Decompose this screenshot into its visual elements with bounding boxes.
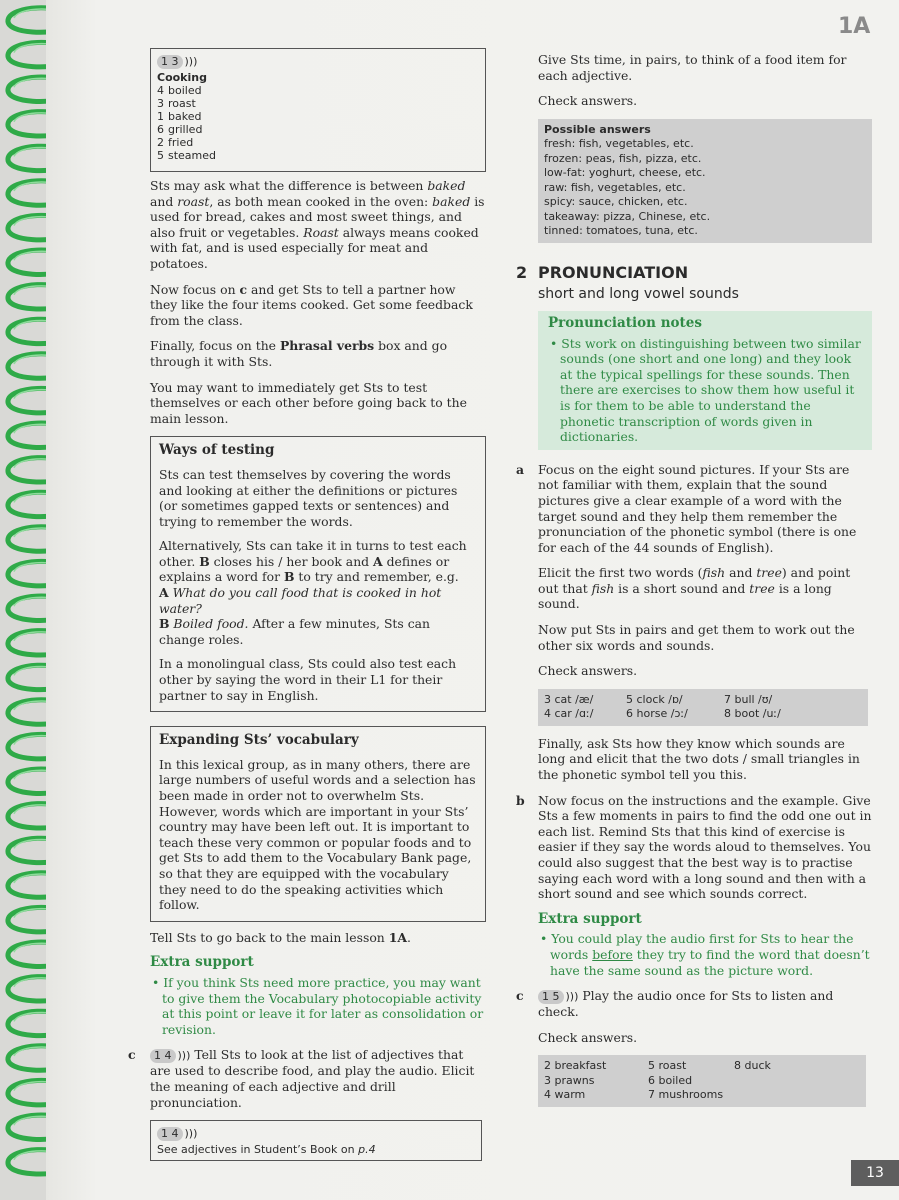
paragraph: Now put Sts in pairs and get them to work out the other six words and sounds. <box>538 622 855 653</box>
exercise-a: a Focus on the eight sound pictures. If your Sts are not familiar with them, explain that the sound pictures give a clear example of a word with the target sound and they help them remember the pronunciation of the phonetic symbol (there is one for each of the 44 sounds of English). <box>516 461 857 555</box>
answer-cell: 5 roast <box>648 1059 687 1073</box>
notes-text: • Sts work on distinguishing between two similar sounds (one short and one long) and they look at the typical spellings for these sounds. Then there are exercises to show them how useful it is for them to be able to understand the phonetic transcription of words given in dictionaries. <box>550 335 861 445</box>
answer-line: tinned: tomatoes, tuna, etc. <box>544 224 698 238</box>
audio-track-badge[interactable]: 1 4 <box>157 1127 183 1141</box>
paragraph: Check answers. <box>538 93 638 109</box>
box-paragraph: In a monolingual class, Sts could also test each other by saying the word in their L1 for their partner to say in English. <box>159 656 457 703</box>
answer-cell: 7 bull /ʊ/ <box>724 692 773 706</box>
answer-cell: 8 duck <box>734 1059 771 1073</box>
box-paragraph: Alternatively, Sts can take it in turns to test each other. B closes his / her book and A defines or explains a word for B to try and remember, e.g. A What do you call food that is cooked in hot water? B Boiled food. After a few minutes, Sts can change roles. <box>159 538 467 647</box>
exercise-c: c 1 5 ))) Play the audio once for Sts to listen and check. <box>516 988 834 1020</box>
answer-cell: 4 car /ɑː/ <box>544 707 594 721</box>
box-title: Expanding Sts’ vocabulary <box>159 732 359 749</box>
answer-cell: 3 prawns <box>544 1073 595 1087</box>
cooking-list-item: 5 steamed <box>157 149 217 162</box>
right-column <box>516 52 872 1107</box>
audio-box-heading: Cooking <box>157 71 207 84</box>
exercise-c: c 1 4 ))) Tell Sts to look at the list of adjectives that are used to describe food, and play the audio. Elicit the meaning of each adjective and drill pronunciation. <box>128 1047 475 1110</box>
answer-cell <box>734 1074 834 1089</box>
answer-cell: 6 horse /ɔː/ <box>626 707 688 721</box>
cooking-audio-box <box>150 48 486 172</box>
audio-track-badge[interactable]: 1 5 <box>538 990 564 1004</box>
answers-box-sounds <box>538 689 868 726</box>
extra-support-text: • You could play the audio first for Sts to hear the words before they try to find the word that doesn’t have the same sound as the picture word. <box>540 931 870 978</box>
audio-track-badge[interactable]: 1 4 <box>150 1049 176 1063</box>
adjectives-audio-box: 1 4 ))) See adjectives in Student’s Book on p.4 <box>150 1120 482 1161</box>
section-subtitle: short and long vowel sounds <box>538 286 739 303</box>
answers-box-odd-one-out <box>538 1055 866 1107</box>
answer-cell <box>734 1088 834 1103</box>
answer-cell: 6 boiled <box>648 1073 693 1087</box>
answer-cell: 2 breakfast <box>544 1059 607 1073</box>
audio-icon: ))) <box>184 55 198 68</box>
box-title: Pronunciation notes <box>548 314 702 331</box>
answer-cell: 4 warm <box>544 1088 586 1102</box>
answer-cell: 5 clock /ɒ/ <box>626 692 683 706</box>
box-paragraph: Sts can test themselves by covering the words and looking at either the definitions or pictures (or sometimes gapped texts or sentences) and trying to remember the words. <box>159 466 458 529</box>
paragraph: Now focus on c and get Sts to tell a partner how they like the four items cooked. Get some feedback from the class. <box>150 281 473 328</box>
answer-cell: 3 cat /æ/ <box>544 692 594 706</box>
extra-support-heading: Extra support <box>150 954 254 971</box>
extra-support-text: • If you think Sts need more practice, you may want to give them the Vocabulary photocopiable activity at this point or leave it for later as consolidation or revision. <box>152 974 484 1037</box>
exercise-b: b Now focus on the instructions and the example. Give Sts a few moments in pairs to find the odd one out in each list. Remind Sts that this kind of exercise is easier if they say the words aloud to themselves. You could also suggest that the best way is to practise saying each word with a long sound and then with a short sound and see which sounds correct. <box>516 792 872 902</box>
answer-line: raw: fish, vegetables, etc. <box>544 180 686 194</box>
paragraph: You may want to immediately get Sts to test themselves or each other before going back to the main lesson. <box>150 379 467 426</box>
section-number: 2 <box>516 262 528 282</box>
answer-line: spicy: sauce, chicken, etc. <box>544 195 688 209</box>
answer-line: low-fat: yoghurt, cheese, etc. <box>544 166 706 180</box>
box-title: Possible answers <box>544 122 651 136</box>
paragraph: Finally, focus on the Phrasal verbs box and go through it with Sts. <box>150 338 448 369</box>
paragraph: Check answers. <box>538 1029 638 1045</box>
paragraph: Check answers. <box>538 663 638 679</box>
paragraph: Finally, ask Sts how they know which sounds are long and elicit that the two dots / small triangles in the phonetic symbol tell you this. <box>538 735 860 783</box>
paragraph: Give Sts time, in pairs, to think of a food item for each adjective. <box>538 52 847 83</box>
answers-list <box>544 137 866 239</box>
cooking-list <box>157 84 479 162</box>
answer-cell: 7 mushrooms <box>648 1088 724 1102</box>
box-paragraph: In this lexical group, as in many others, there are large numbers of useful words and a selection has been made in order not to overwhelm Sts. However, words which are important in your Sts’ country may have been left out. It is important to teach these very common or popular foods and to get Sts to add them to the Vocabulary Bank page, so that they are equipped with the vocabulary they need to do the speaking activities which follow. <box>159 756 476 913</box>
left-column <box>128 48 486 1161</box>
box-title: Ways of testing <box>159 442 275 459</box>
paragraph: Tell Sts to go back to the main lesson 1A. <box>150 929 411 945</box>
answer-line: frozen: peas, fish, pizza, etc. <box>544 151 702 165</box>
ways-of-testing-box <box>150 436 486 712</box>
section-title: PRONUNCIATION <box>538 262 689 282</box>
expanding-vocabulary-box <box>150 726 486 922</box>
cooking-list-item: 3 roast <box>157 97 196 110</box>
section-heading <box>516 262 872 282</box>
paragraph: Sts may ask what the difference is between baked and roast, as both mean cooked in the oven: baked is used for bread, cakes and most sweet things, and also fruit or vegetables. Roast always means cooked with fat, and is used especially for meat and potatoes. <box>150 178 485 271</box>
cooking-list-item: 6 grilled <box>157 123 203 136</box>
answer-cell: 8 boot /uː/ <box>724 707 781 721</box>
possible-answers-box <box>538 119 872 243</box>
cooking-list-item: 1 baked <box>157 110 202 123</box>
audio-track-badge[interactable]: 1 3 <box>157 55 183 69</box>
pronunciation-notes-box <box>538 311 872 450</box>
answer-line: fresh: fish, vegetables, etc. <box>544 137 694 151</box>
page-number: 13 <box>851 1160 899 1186</box>
cooking-list-item: 4 boiled <box>157 84 202 97</box>
answer-line: takeaway: pizza, Chinese, etc. <box>544 209 711 223</box>
paragraph: Elicit the first two words (fish and tree) and point out that fish is a short sound and tree is a long sound. <box>538 565 851 612</box>
extra-support-heading: Extra support <box>538 910 642 927</box>
cooking-list-item: 2 fried <box>157 136 194 149</box>
unit-tag: 1A <box>838 14 871 39</box>
